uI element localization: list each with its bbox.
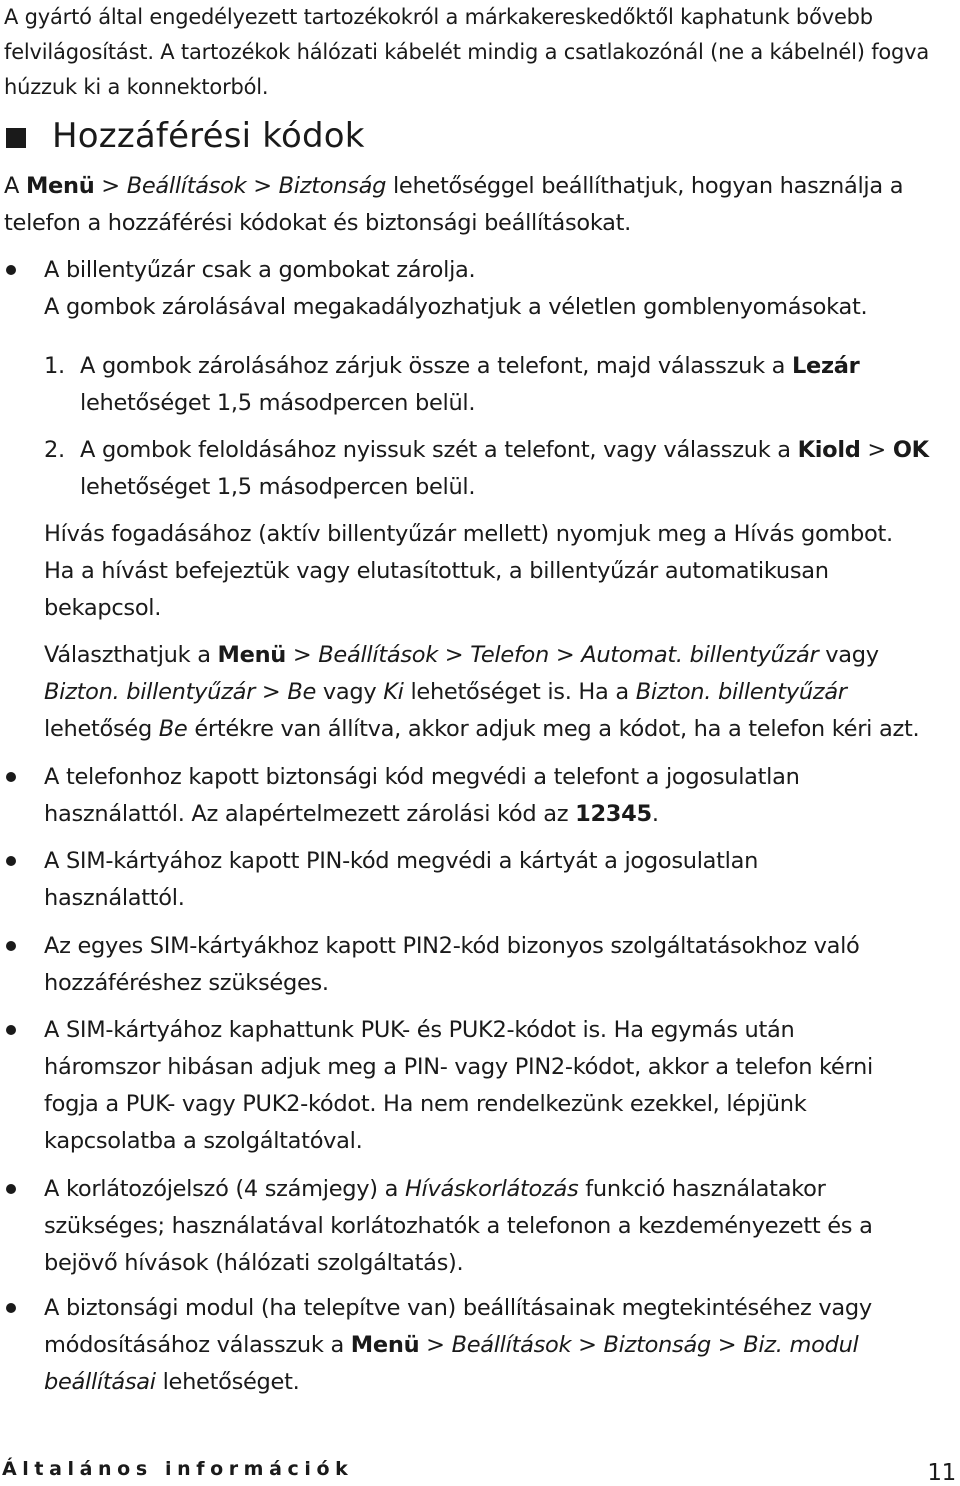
menu-path-item: Biz. modul (743, 1332, 859, 1358)
step-list (44, 348, 956, 506)
access-codes-intro (4, 168, 956, 242)
call-answer-paragraph (44, 516, 956, 627)
text-line: Választhatjuk a Menü > Beállítások > Telefon > Automat. billentyűzár vagy (44, 642, 879, 668)
text-line: beállításai lehetőséget. (44, 1369, 300, 1395)
text-line: kapcsolatba a szolgáltatóval. (44, 1128, 363, 1154)
menu-path-item: Automat. billentyűzár (581, 642, 819, 668)
barring-password-bullet (44, 1171, 956, 1282)
menu-path-item: Telefon (470, 642, 549, 668)
text-line: szükséges; használatával korlátozhatók a telefonon a kezdeményezett és a (44, 1213, 873, 1239)
text-line: A telefonhoz kapott biztonsági kód megvédi a telefont a jogosulatlan (44, 764, 800, 790)
page-number: 11 (927, 1460, 956, 1486)
step-item (44, 348, 956, 422)
menu-path-item: Beállítások (451, 1332, 572, 1358)
menu-path-item: Biztonság (603, 1332, 711, 1358)
intro-paragraph (4, 0, 954, 105)
text-line: A gombok zárolásához zárjuk össze a telefont, majd válasszuk a Lezár (80, 353, 860, 379)
heading-square-icon (6, 128, 26, 148)
menu-path-item: Menü (217, 642, 287, 668)
auto-keyguard-paragraph (44, 637, 958, 748)
bullet-icon (6, 1303, 16, 1313)
text-line: A Menü > Beállítások > Biztonság lehetőséggel beállíthatjuk, hogyan használja a (4, 173, 904, 199)
menu-path-item: Beállítások (318, 642, 438, 668)
menu-path-item: beállításai (44, 1369, 156, 1395)
text-line: lehetőséget 1,5 másodpercen belül. (80, 474, 476, 500)
heading-text: Hozzáférési kódok (52, 116, 365, 156)
text-line: telefon a hozzáférési kódokat és biztonsági beállításokat. (4, 210, 632, 236)
bullet-icon (6, 856, 16, 866)
menu-path-item: Bizton. billentyűzár (44, 679, 256, 705)
step-number: 2. (44, 437, 65, 463)
text-line: A billentyűzár csak a gombokat zárolja. (44, 257, 476, 283)
section-heading (0, 116, 365, 156)
intro-line: húzzuk ki a konnektorból. (4, 75, 269, 99)
text-line: lehetőség Be értékre van állítva, akkor adjuk meg a kódot, ha a telefon kéri azt. (44, 716, 920, 742)
footer-section-title: Általános információk (2, 1458, 354, 1480)
bullet-icon (6, 1025, 16, 1035)
text-line: Ha a hívást befejeztük vagy elutasítottuk, a billentyűzár automatikusan (44, 558, 829, 584)
step-number: 1. (44, 353, 65, 379)
option-value: Ki (383, 679, 404, 705)
menu-path-item: Beállítások (126, 173, 247, 199)
text-line: A SIM-kártyához kaphattunk PUK- és PUK2-kódot is. Ha egymás után (44, 1017, 795, 1043)
puk-code-bullet (44, 1012, 956, 1160)
text-line: használattól. (44, 885, 185, 911)
default-code: 12345 (575, 801, 652, 827)
text-line: bejövő hívások (hálózati szolgáltatás). (44, 1250, 464, 1276)
option-value: Be (158, 716, 188, 742)
text-line: háromszor hibásan adjuk meg a PIN- vagy PIN2-kódot, akkor a telefon kérni (44, 1054, 873, 1080)
bullet-icon (6, 265, 16, 275)
text-line: A gombok zárolásával megakadályozhatjuk a véletlen gomblenyomásokat. (44, 294, 868, 320)
menu-path-item: Menü (25, 173, 95, 199)
bullet-icon (6, 1184, 16, 1194)
pin-code-bullet (44, 843, 956, 917)
bullet-icon (6, 941, 16, 951)
pin2-code-bullet (44, 928, 956, 1002)
option-value: Be (287, 679, 316, 705)
menu-path-item: Bizton. billentyűzár (635, 679, 847, 705)
text-line: módosításához válasszuk a Menü > Beállítások > Biztonság > Biz. modul (44, 1332, 859, 1358)
menu-path-item: Menü (350, 1332, 420, 1358)
menu-path-item: Biztonság (278, 173, 387, 199)
menu-path-item: OK (892, 437, 929, 463)
text-line: A korlátozójelszó (4 számjegy) a Híváskorlátozás funkció használatakor (44, 1176, 826, 1202)
text-line: bekapcsol. (44, 595, 162, 621)
step-item (44, 432, 956, 506)
security-module-bullet (44, 1290, 956, 1401)
menu-path-item: Híváskorlátozás (404, 1176, 579, 1202)
text-line: Az egyes SIM-kártyákhoz kapott PIN2-kód bizonyos szolgáltatásokhoz való (44, 933, 860, 959)
text-line: használattól. Az alapértelmezett zárolási kód az 12345. (44, 801, 659, 827)
text-line: A gombok feloldásához nyissuk szét a telefont, vagy válasszuk a Kiold > OK (80, 437, 929, 463)
security-code-bullet (44, 759, 956, 833)
text-line: A SIM-kártyához kapott PIN-kód megvédi a kártyát a jogosulatlan (44, 848, 759, 874)
text-line: A biztonsági modul (ha telepítve van) beállításainak megtekintéséhez vagy (44, 1295, 872, 1321)
text-line: hozzáféréshez szükséges. (44, 970, 329, 996)
text-line: Bizton. billentyűzár > Be vagy Ki lehetőséget is. Ha a Bizton. billentyűzár (44, 679, 847, 705)
text-line: Hívás fogadásához (aktív billentyűzár mellett) nyomjuk meg a Hívás gombot. (44, 521, 893, 547)
text-line: fogja a PUK- vagy PUK2-kódot. Ha nem rendelkezünk ezekkel, lépjünk (44, 1091, 807, 1117)
text-line: lehetőséget 1,5 másodpercen belül. (80, 390, 476, 416)
bullet-icon (6, 772, 16, 782)
keyguard-bullet (44, 252, 956, 326)
menu-path-item: Lezár (792, 353, 860, 379)
menu-path-item: Kiold (797, 437, 861, 463)
intro-line: felvilágosítást. A tartozékok hálózati kábelét mindig a csatlakozónál (ne a kábelnél) fogva (4, 40, 930, 64)
intro-line: A gyártó által engedélyezett tartozékokról a márkakereskedőktől kaphatunk bővebb (4, 5, 873, 29)
